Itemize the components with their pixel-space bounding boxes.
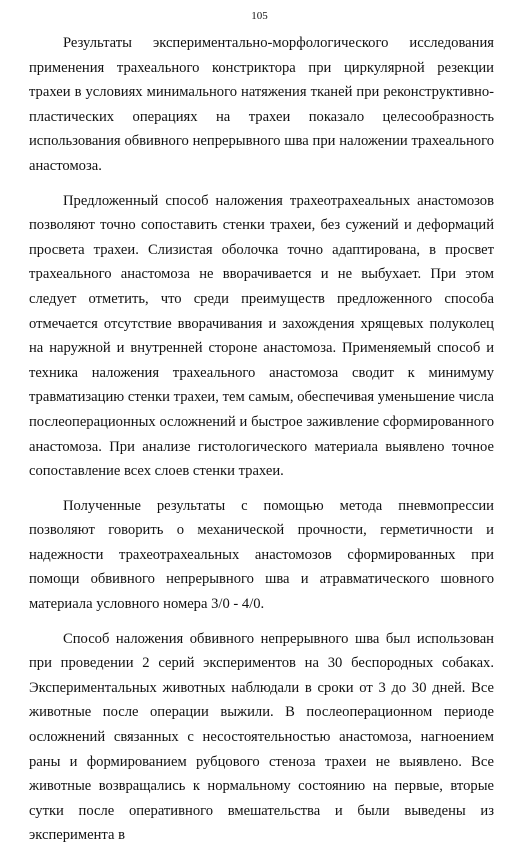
paragraph-anastomosis-method: Предложенный способ наложения трахеотрахеальных анастомозов позволяют точно сопоставить стенки трахеи, без сужений и деформаций просвета трахеи. Слизистая оболочка точно адаптирована, в просвет трахеального анастомоза не вворачивается и не выбухает. При этом следует отметить, что среди преимуществ предложенного способа отмечается отсутствие вворачивания и захождения хрящевых полуколец на наружной и внутренней стороне анастомоза. Применяемый способ и техника наложения трахеального анастомоза сводит к минимуму травматизацию стенки трахеи, тем самым, обеспечивая уменьшение числа послеоперационных осложнений и быстрое заживление сформированного анастомоза. При анализе гистологического материала выявлено точное сопоставление всех слоев стенки трахеи. bbox=[29, 192, 494, 480]
paragraph-pneumopressure-results: Полученные результаты с помощью метода пневмопрессии позволяют говорить о механической прочности, герметичности и надежности трахеотрахеальных анастомозов сформированных при помощи обвивного непрерывного шва и атравматического шовного материала условного номера 3/0 - 4/0. bbox=[29, 497, 494, 613]
page-number: 105 bbox=[251, 10, 268, 22]
paragraph-experiments: Способ наложения обвивного непрерывного шва был использован при проведении 2 серий экспериментов на 30 беспородных собаках. Экспериментальных животных наблюдали в сроки от 3 до 30 дней. Все животные после операции выжили. В послеоперационном периоде осложнений связанных с несостоятельностью анастомоза, нагноением раны и формированием рубцового стеноза трахеи не выявлено. Все животные возвращались к нормальному состоянию на первые, вторые сутки после оперативного вмешательства и были выведены из эксперимента в bbox=[29, 630, 494, 844]
body-text bbox=[29, 31, 494, 848]
paragraph-conclusion-suture: Результаты экспериментально-морфологического исследования применения трахеального констриктора при циркулярной резекции трахеи в условиях минимального натяжения тканей при реконструктивно-пластических операциях на трахеи показало целесообразность использования обвивного непрерывного шва при наложении трахеального анастомоза. bbox=[29, 35, 494, 174]
